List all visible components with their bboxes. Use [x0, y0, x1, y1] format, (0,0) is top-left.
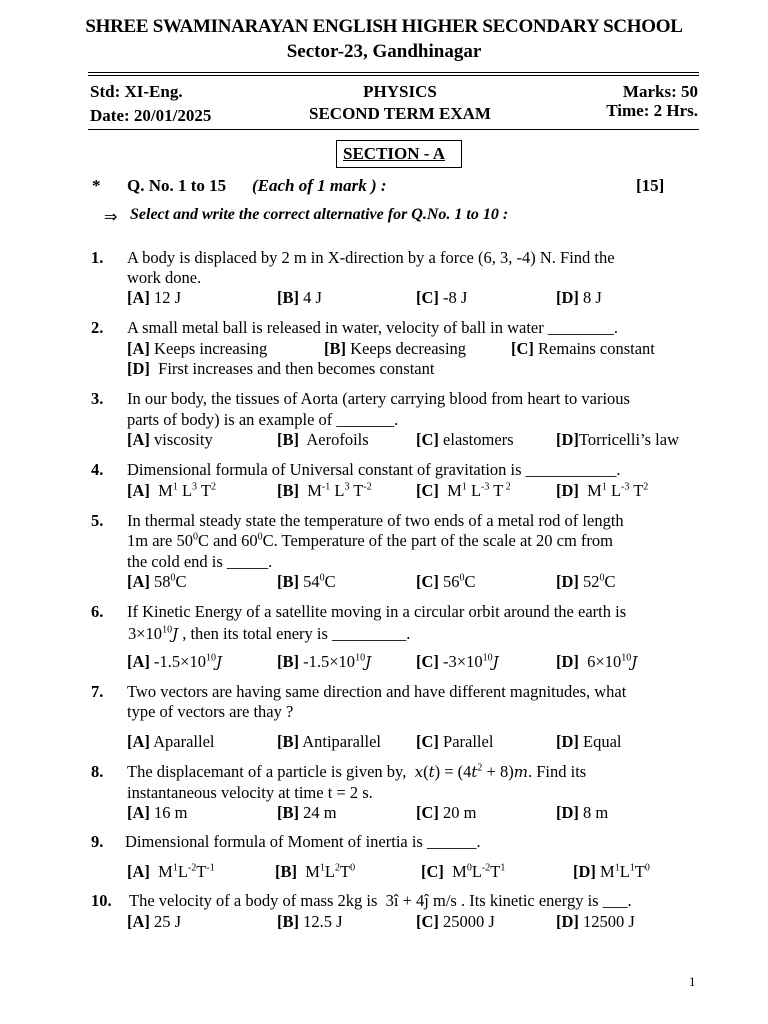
question-text: the cold end is _____.: [127, 552, 273, 571]
question-text: Dimensional formula of Universal constant of gravitation is ___________.: [127, 460, 621, 479]
question-number: 9.: [91, 832, 104, 851]
question-text: A body is displaced by 2 m in X-direction by a force (6, 3, -4) N. Find the: [127, 248, 615, 267]
top-rule-1: [88, 72, 699, 73]
subject-title: PHYSICS: [363, 82, 437, 101]
option-a: [A] $58^0C$: [127, 572, 187, 591]
question-number: 6.: [91, 602, 104, 621]
option-b: [B] Keeps decreasing: [324, 339, 467, 358]
question-number: 2.: [91, 318, 104, 337]
section-title: SECTION - A: [343, 144, 446, 163]
question-text: type of vectors are thay ?: [127, 702, 294, 721]
option-c: [C] 25000 J: [416, 912, 495, 931]
option-b: [B] Aerofoils: [277, 430, 369, 449]
option-a: [A] 25 J: [127, 912, 182, 931]
question-number: 8.: [91, 762, 104, 781]
exam-date: Date: 20/01/2025: [90, 106, 212, 125]
option-d: [D] $M^1$ $L^{-3}$ $T^2$: [556, 481, 649, 500]
question-number: 1.: [91, 248, 104, 267]
std-label: Std: XI-Eng.: [90, 82, 183, 101]
option-c: [C] Remains constant: [511, 339, 655, 358]
option-d: [D] 8 m: [556, 803, 609, 822]
option-a: [A] Aparallel: [127, 732, 215, 751]
option-b: [B] Antiparallel: [277, 732, 382, 751]
option-c: [C] $M^1$ $L^{-3}$ T $^2$: [416, 481, 511, 500]
question-number: 7.: [91, 682, 104, 701]
star-marker: *: [92, 176, 101, 195]
option-d: [D] $6\times 10^{10}J$: [556, 652, 638, 671]
option-b: [B] 24 m: [277, 803, 337, 822]
section-heading-box: [336, 140, 462, 168]
option-c: [C] $M^0L^{-2}T^1$: [421, 862, 506, 881]
option-d: [D] $52^0C$: [556, 572, 616, 591]
question-text: In our body, the tissues of Aorta (artery carrying blood from heart to various: [127, 389, 630, 408]
option-b: [B] $-1.5\times 10^{10}J$: [277, 652, 372, 671]
question-text: work done.: [127, 268, 202, 287]
question-number: 4.: [91, 460, 104, 479]
option-c: [C] 20 m: [416, 803, 477, 822]
section-total: [15]: [636, 176, 665, 195]
option-d: [D]Torricelli’s law: [556, 430, 680, 449]
school-name: SHREE SWAMINARAYAN ENGLISH HIGHER SECONDARY SCHOOL: [85, 16, 683, 37]
question-text: The displacemant of a particle is given by, $x(t) = (4t^2 + 8)m$. Find its: [127, 762, 587, 781]
exam-title: SECOND TERM EXAM: [309, 104, 491, 123]
option-d: [D] 12500 J: [556, 912, 635, 931]
question-text: 1m are $50^0C$ and $60^0C$. Temperature of the part of the scale at 20 cm from: [127, 531, 613, 550]
question-text: Dimensional formula of Moment of inertia is ______.: [125, 832, 481, 851]
page-number: 1: [689, 974, 696, 989]
option-b: [B] 4 J: [277, 288, 322, 307]
question-text: The velocity of a body of mass 2kg is 3î + 4ĵ m/s . Its kinetic energy is ___.: [129, 891, 632, 910]
question-number: 5.: [91, 511, 104, 530]
option-c: [C] $-3\times 10^{10}J$: [416, 652, 499, 671]
option-b: [B] 12.5 J: [277, 912, 343, 931]
option-b: [B] $M^{-1}$ $L^3$ $T^{-2}$: [277, 481, 372, 500]
question-number: 10.: [91, 891, 112, 910]
option-d: [D] $M^1L^1T^0$: [573, 862, 650, 881]
total-marks: Marks: 50: [622, 82, 698, 101]
question-text: If Kinetic Energy of a satellite moving in a circular orbit around the earth is: [127, 602, 627, 621]
option-a: [A] $-1.5\times 10^{10}J$: [127, 652, 222, 671]
question-range: Q. No. 1 to 15: [127, 176, 227, 195]
option-b: [B] $M^1L^2T^0$: [275, 862, 356, 881]
question-text: instantaneous velocity at time t = 2 s.: [127, 783, 373, 802]
option-d: [D] First increases and then becomes constant: [127, 359, 435, 378]
question-text: $3\times 10^{10}J$ , then its total enery is _________.: [128, 624, 411, 643]
arrow-icon: ⇒: [104, 207, 118, 226]
marks-each: (Each of 1 mark ) :: [252, 176, 387, 195]
option-c: [C] elastomers: [416, 430, 514, 449]
instruction-text: Select and write the correct alternative for Q.No. 1 to 10 :: [130, 206, 509, 223]
question-text: parts of body) is an example of _______.: [127, 410, 399, 429]
option-a: [A] $M^1$ $L^3$ $T^2$: [127, 481, 216, 500]
question-number: 3.: [91, 389, 104, 408]
option-c: [C] $56^0C$: [416, 572, 476, 591]
option-a: [A] Keeps increasing: [127, 339, 268, 358]
option-b: [B] $54^0C$: [277, 572, 336, 591]
question-text: In thermal steady state the temperature of two ends of a metal rod of length: [127, 511, 624, 530]
option-a: [A] 16 m: [127, 803, 188, 822]
option-d: [D] Equal: [556, 732, 622, 751]
question-text: Two vectors are having same direction and have different magnitudes, what: [127, 682, 627, 701]
option-c: [C] Parallel: [416, 732, 494, 751]
option-d: [D] 8 J: [556, 288, 602, 307]
school-address: Sector-23, Gandhinagar: [286, 41, 482, 62]
top-rule-2: [88, 75, 699, 76]
option-a: [A] viscosity: [127, 430, 213, 449]
exam-duration: Time: 2 Hrs.: [606, 101, 698, 120]
header-bottom-rule: [88, 129, 699, 130]
option-a: [A] 12 J: [127, 288, 182, 307]
option-a: [A] $M^1L^{-2}T^{-1}$: [127, 862, 215, 881]
option-c: [C] -8 J: [416, 288, 468, 307]
question-text: A small metal ball is released in water, velocity of ball in water ________.: [127, 318, 618, 337]
